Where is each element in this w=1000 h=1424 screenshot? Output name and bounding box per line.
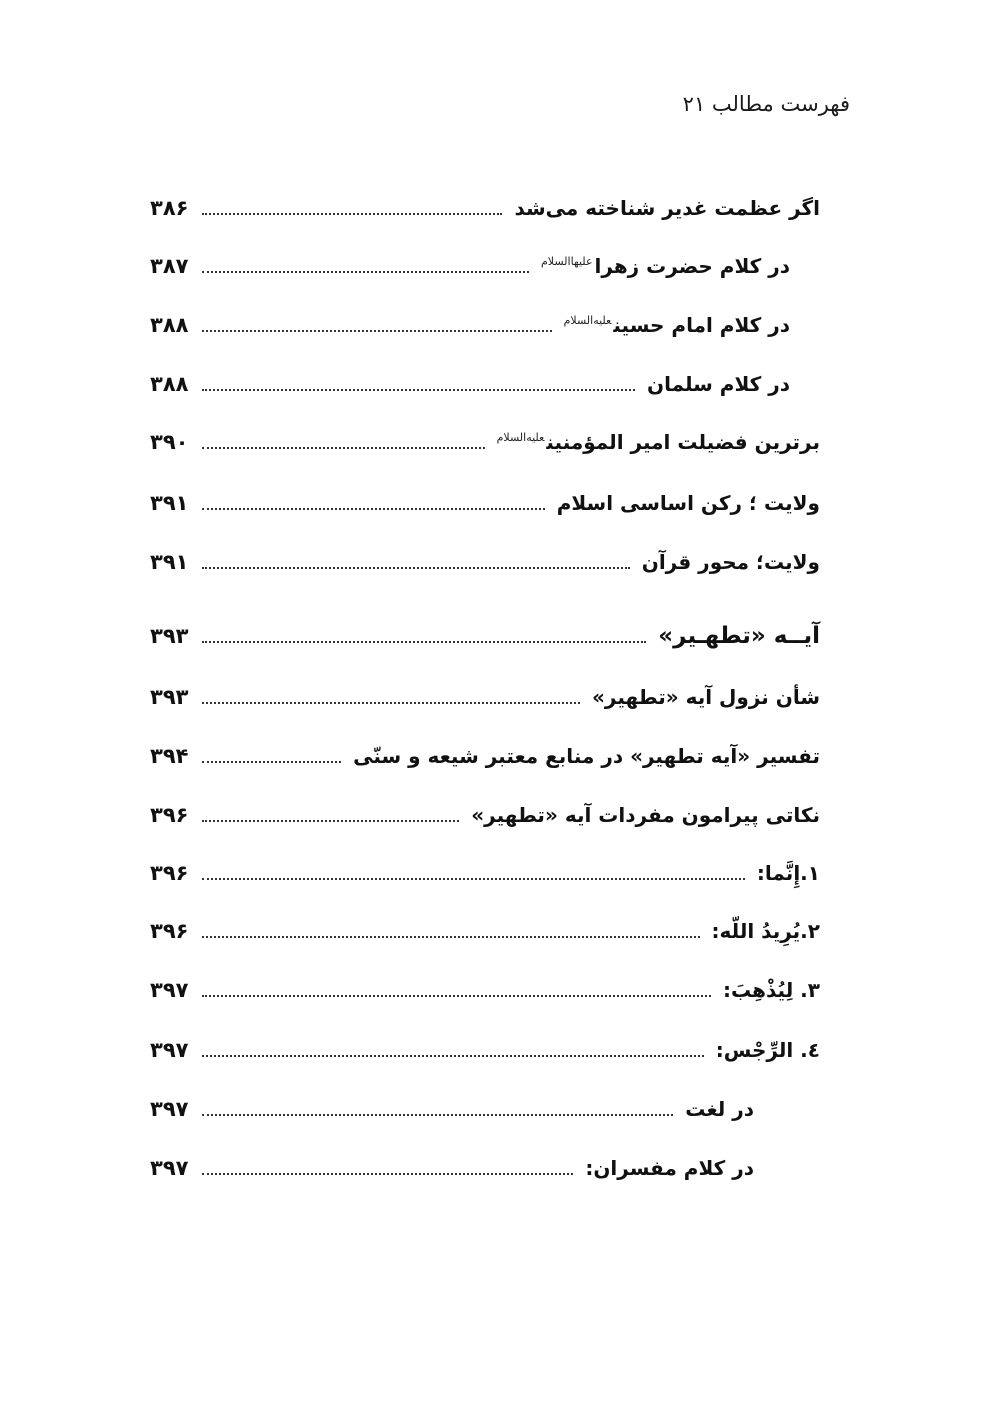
dot-leader [202, 1114, 673, 1116]
dot-leader [202, 820, 459, 822]
toc-entry-page: ۳۹۶ [150, 803, 189, 827]
toc-entry[interactable] [150, 853, 820, 893]
toc-entry-title: در کلام مفسران: [585, 1156, 754, 1180]
toc-entry-title: ولایت؛ محور قرآن [641, 550, 820, 574]
toc-entry-title: ۲.یُرِیدُ اللّه: [711, 919, 820, 943]
toc-entry[interactable] [150, 542, 820, 582]
toc-entry-page: ۳۹۶ [150, 919, 189, 943]
dot-leader [202, 878, 745, 880]
honorific-mark: علیه‌السلام [563, 314, 612, 328]
toc-entry-title: در کلام سلمان [647, 372, 790, 396]
toc-entry[interactable] [150, 736, 820, 776]
toc-entry-title-text: در کلام حضرت زهرا [594, 254, 790, 278]
toc-entry[interactable] [150, 1148, 754, 1188]
toc-entry-title: ۳. لِیُذْهِبَ: [722, 978, 820, 1002]
toc-entry-page: ۳۹۰ [150, 430, 189, 454]
toc-entry-title: اگر عظمت غدیر شناخته می‌شد [514, 196, 820, 220]
dot-leader [202, 1173, 573, 1175]
toc-entry-page: ۳۹۷ [150, 1038, 189, 1062]
toc-entry[interactable] [150, 677, 820, 717]
dot-leader [202, 1055, 704, 1057]
toc-section-heading[interactable] [150, 616, 820, 656]
toc-entry-title: شأن نزول آیه «تطهیر» [591, 685, 820, 709]
honorific-mark: علیهاالسلام [540, 255, 593, 269]
toc-entry-title: ۱.إِنَّما: [756, 861, 820, 885]
dot-leader [202, 389, 635, 391]
honorific-mark: علیه‌السلام [496, 431, 545, 445]
toc-entry-title: آیــه «تطهـیر» [658, 623, 820, 649]
toc-entry[interactable] [150, 795, 820, 835]
toc-entry[interactable] [150, 422, 820, 462]
toc-entry-title: ولایت ؛ رکن اساسی اسلام [556, 491, 820, 515]
toc-entry-page: ۳۹۷ [150, 1097, 189, 1121]
dot-leader [202, 447, 485, 449]
toc-entry-page: ۳۹۶ [150, 861, 189, 885]
toc-entry-page: ۳۸۸ [150, 372, 189, 396]
dot-leader [202, 508, 545, 510]
toc-entry-title: نکاتی پیرامون مفردات آیه «تطهیر» [471, 803, 820, 827]
toc-entry-title [558, 313, 790, 337]
toc-entry-title-text: برترین فضیلت امیر المؤمنین [546, 430, 820, 454]
toc-entry[interactable] [150, 1030, 820, 1070]
dot-leader [202, 567, 630, 569]
dot-leader [202, 761, 341, 763]
running-header: فهرست مطالب ۲۱ [682, 92, 850, 116]
toc-entry[interactable] [150, 188, 820, 228]
toc-entry-title-text: در کلام امام حسین [613, 313, 790, 337]
toc-entry-page: ۳۹۱ [150, 550, 189, 574]
toc-entry-page: ۳۹۱ [150, 491, 189, 515]
toc-entry-title: ٤. الرِّجْس: [715, 1038, 820, 1062]
toc-entry-page: ۳۹۳ [150, 624, 189, 648]
toc-entry[interactable] [150, 305, 790, 345]
toc-entry[interactable] [150, 970, 820, 1010]
toc-entry-title: در لغت [685, 1097, 754, 1121]
dot-leader [202, 936, 700, 938]
toc-entry-page: ۳۹۳ [150, 685, 189, 709]
toc-entry-title [491, 430, 820, 454]
toc-entry-title: تفسیر «آیه تطهیر» در منابع معتبر شیعه و سنّی [353, 744, 820, 768]
dot-leader [202, 330, 552, 332]
dot-leader [202, 995, 711, 997]
dot-leader [202, 213, 502, 215]
dot-leader [202, 271, 529, 273]
dot-leader [202, 641, 646, 643]
toc-entry[interactable] [150, 483, 820, 523]
toc-entry-title [535, 254, 790, 278]
toc-entry[interactable] [150, 911, 820, 951]
toc-entry-page: ۳۹۷ [150, 1156, 189, 1180]
toc-entry-page: ۳۹۷ [150, 978, 189, 1002]
toc-entry-page: ۳۸۶ [150, 196, 189, 220]
toc-entry-page: ۳۸۷ [150, 254, 189, 278]
toc-entry-page: ۳۸۸ [150, 313, 189, 337]
toc-entry[interactable] [150, 1089, 754, 1129]
toc-entry[interactable] [150, 364, 790, 404]
toc-entry[interactable] [150, 246, 790, 286]
dot-leader [202, 702, 580, 704]
toc-entry-page: ۳۹۴ [150, 744, 189, 768]
